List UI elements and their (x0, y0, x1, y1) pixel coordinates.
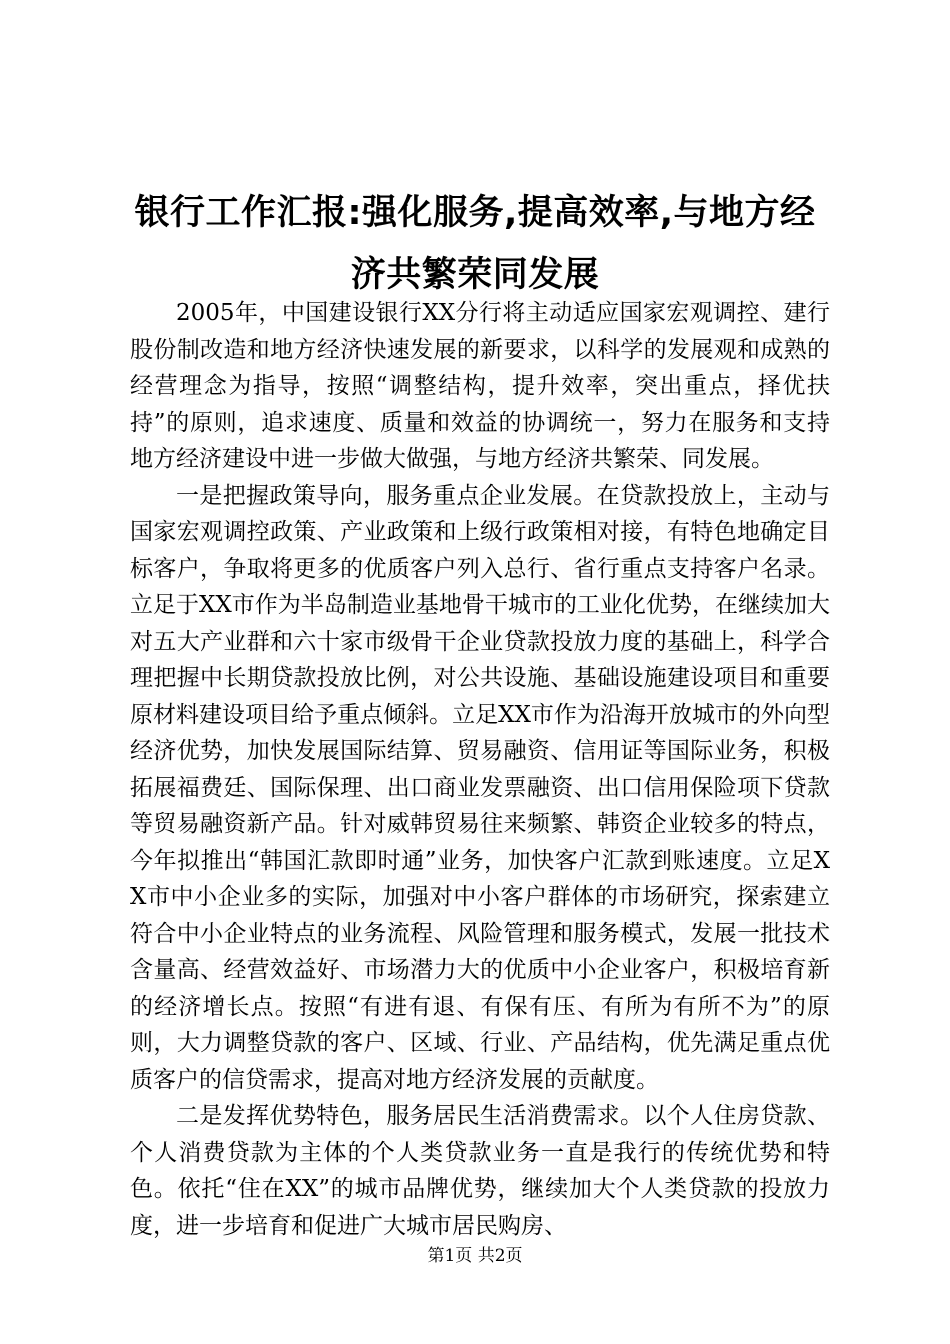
title-line-2: 济共繁荣同发展 (350, 255, 600, 295)
page-footer: 第1页 共2页 (427, 1246, 523, 1266)
document-body (130, 295, 830, 1244)
document-title (100, 182, 850, 306)
paragraph-intro: 2005年，中国建设银行XX分行将主动适应国家宏观调控、建行股份制改造和地方经济快速发展的新要求，以科学的发展观和成熟的经营理念为指导，按照“调整结构，提升效率，突出重点，择优扶持”的原则，追求速度、质量和效益的协调统一，努力在服务和支持地方经济建设中进一步做大做强，与地方经济共繁荣、同发展。 (130, 300, 830, 472)
paragraph-one: 一是把握政策导向，服务重点企业发展。在贷款投放上，主动与国家宏观调控政策、产业政策和上级行政策相对接，有特色地确定目标客户，争取将更多的优质客户列入总行、省行重点支持客户名录。立足于XX市作为半岛制造业基地骨干城市的工业化优势，在继续加大对五大产业群和六十家市级骨干企业贷款投放力度的基础上，科学合理把握中长期贷款投放比例，对公共设施、基础设施建设项目和重要原材料建设项目给予重点倾斜。立足XX市作为沿海开放城市的外向型经济优势，加快发展国际结算、贸易融资、信用证等国际业务，积极拓展福费廷、国际保理、出口商业发票融资、出口信用保险项下贷款等贸易融资新产品。针对威韩贸易往来频繁、韩资企业较多的特点，今年拟推出“韩国汇款即时通”业务，加快客户汇款到账速度。立足XX市中小企业多的实际，加强对中小客户群体的市场研究，探索建立符合中小企业特点的业务流程、风险管理和服务模式，发展一批技术含量高、经营效益好、市场潜力大的优质中小企业客户，积极培育新的经济增长点。按照“有进有退、有保有压、有所为有所不为”的原则，大力调整贷款的客户、区域、行业、产品结构，优先满足重点优质客户的信贷需求，提高对地方经济发展的贡献度。 (130, 482, 830, 1093)
paragraph-two: 二是发挥优势特色，服务居民生活消费需求。以个人住房贷款、个人消费贷款为主体的个人类贷款业务一直是我行的传统优势和特色。依托“住在XX”的城市品牌优势，继续加大个人类贷款的投放力度，进一步培育和促进广大城市居民购房、 (130, 1103, 830, 1239)
title-line-1: 银行工作汇报:强化服务,提高效率,与地方经 (134, 193, 816, 233)
